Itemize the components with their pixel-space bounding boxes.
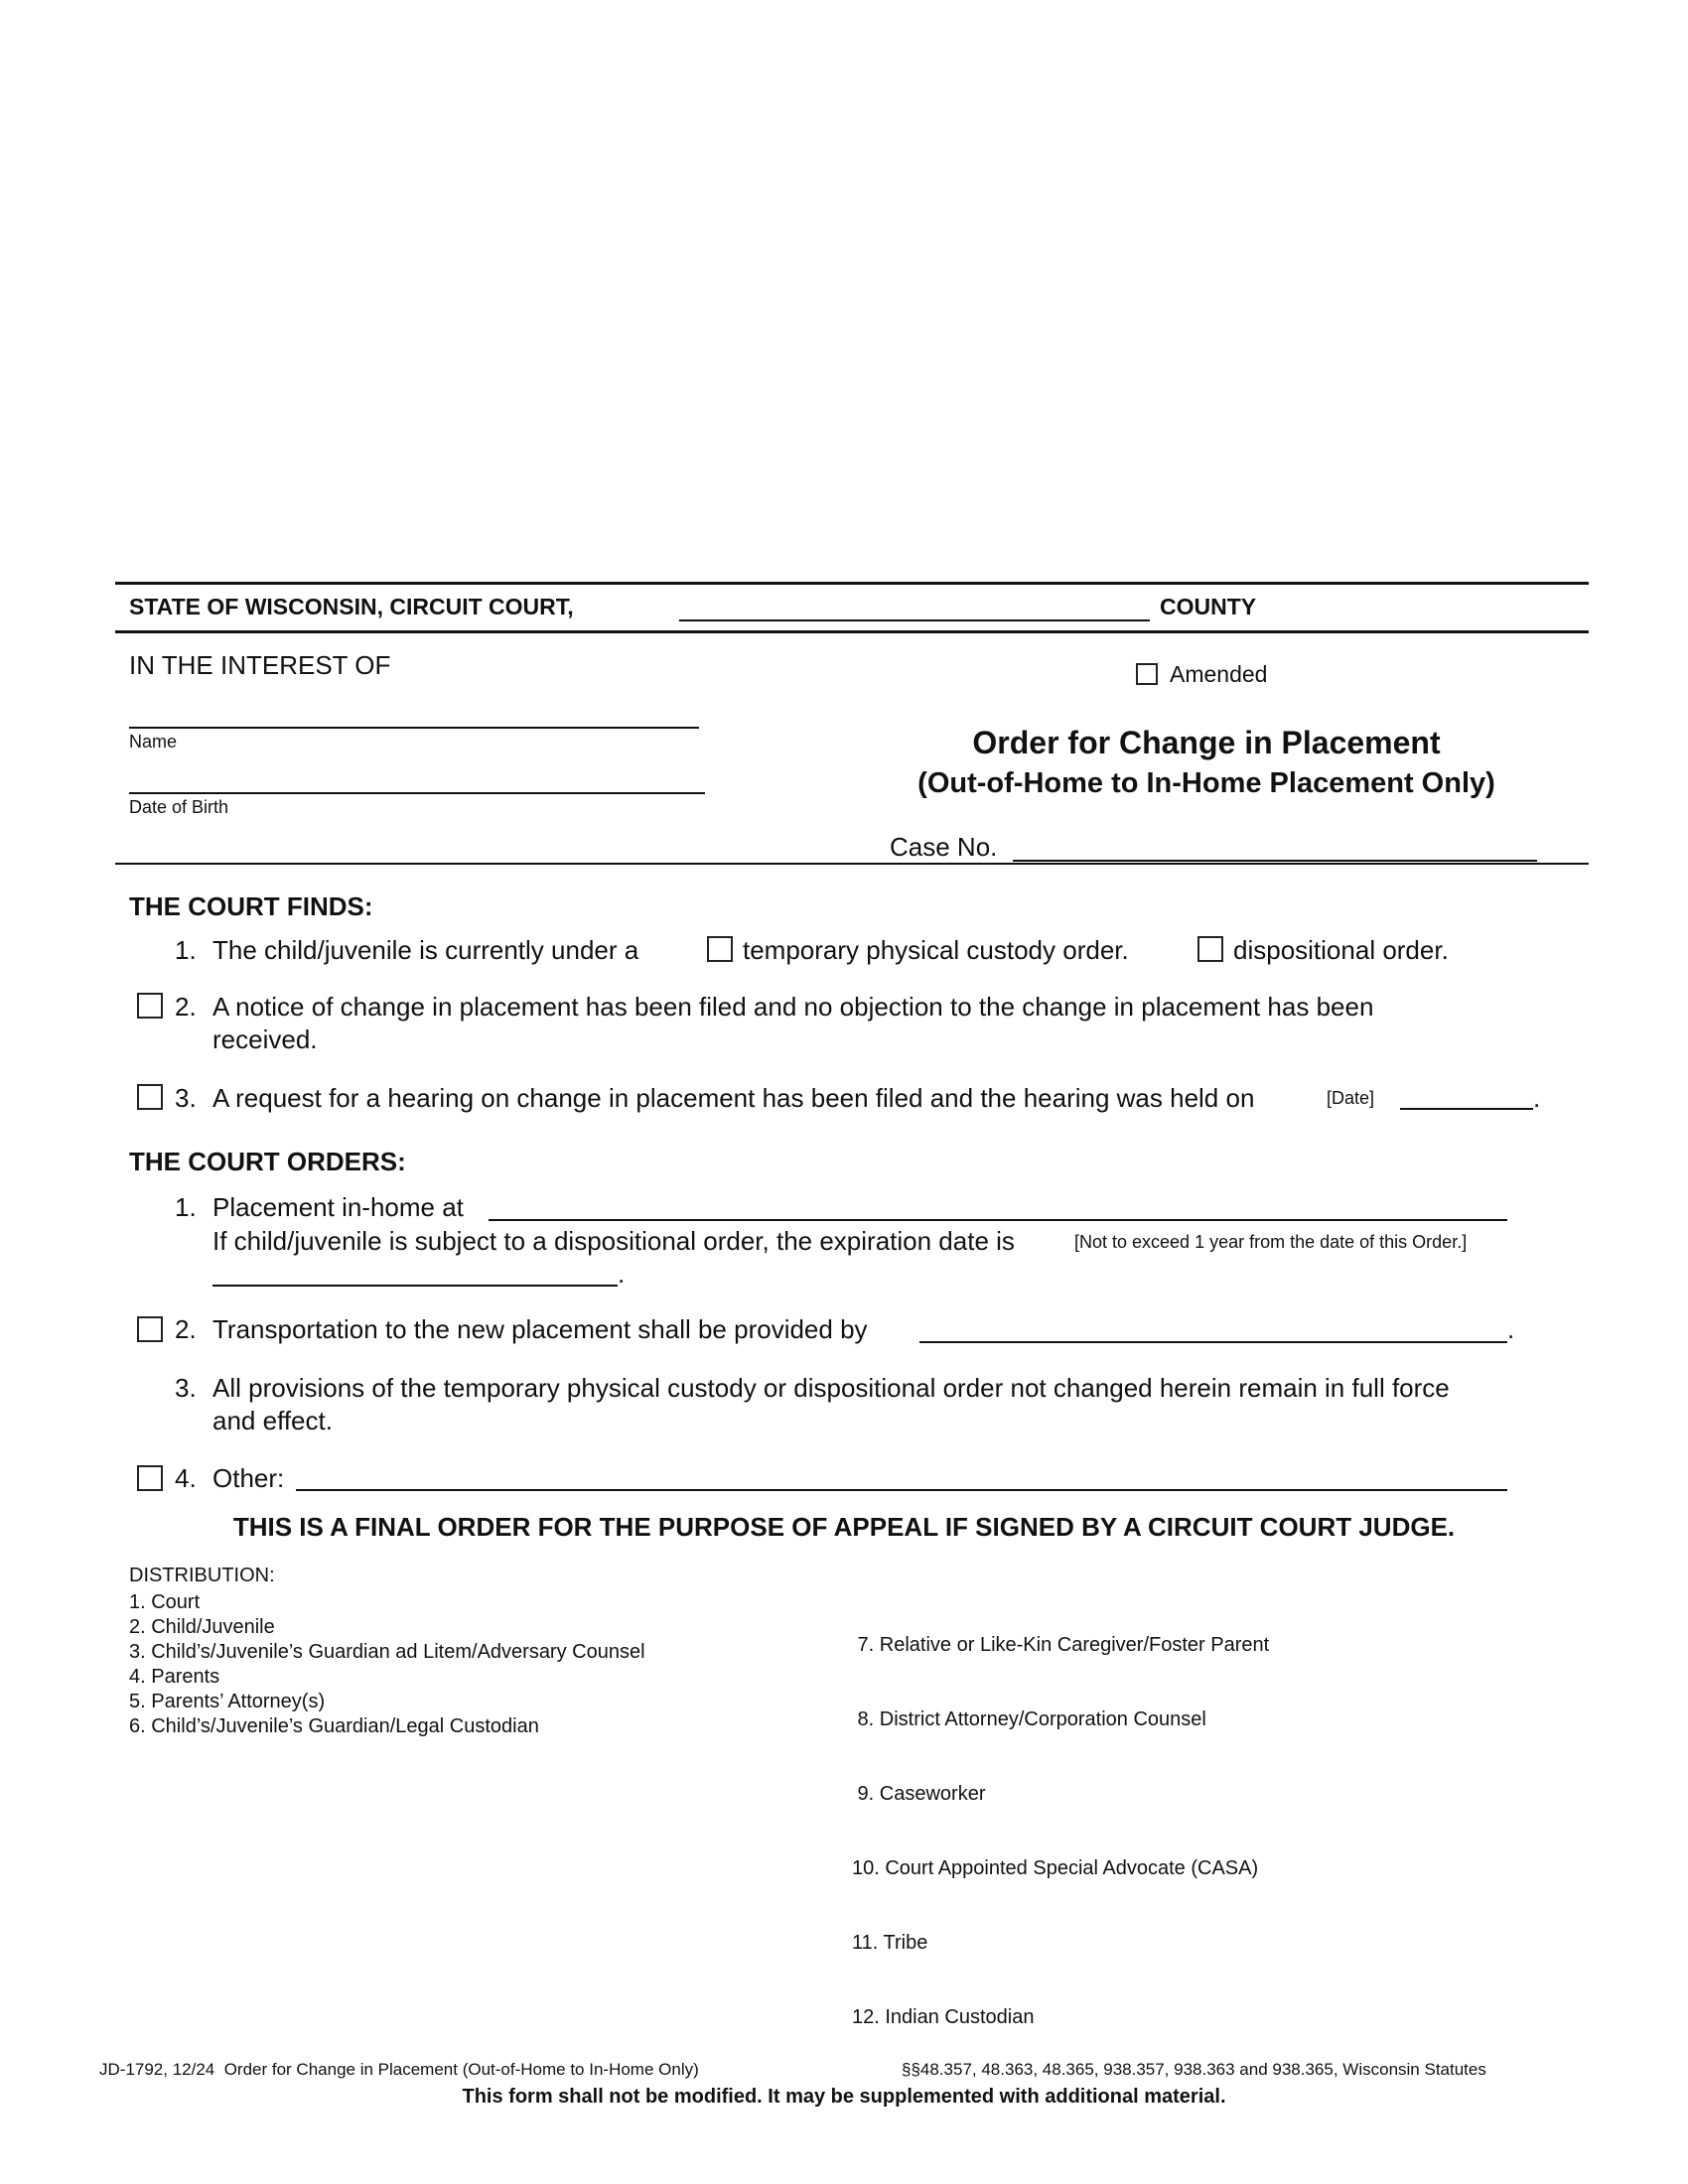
distribution-item: 1. Court — [129, 1591, 201, 1613]
header-rule — [115, 630, 1589, 633]
name-label: Name — [129, 732, 178, 751]
findings-item3-text: A request for a hearing on change in placement has been filed and the hearing was held on — [212, 1083, 1255, 1113]
orders-item4-text: Other: — [212, 1463, 285, 1493]
orders-item3-number: 3. — [175, 1373, 197, 1403]
footer-statutes: §§48.357, 48.363, 48.365, 938.357, 938.363 and 938.365, Wisconsin Statutes — [902, 2060, 1486, 2079]
distribution-item: 5. Parents’ Attorney(s) — [129, 1691, 326, 1712]
distribution-item: 9. Caseworker — [852, 1783, 986, 1805]
expiration-date-field[interactable] — [212, 1285, 618, 1287]
distribution-heading: DISTRIBUTION: — [129, 1565, 275, 1586]
distribution-item: 8. District Attorney/Corporation Counsel — [852, 1708, 1206, 1730]
distribution-item: 2. Child/Juvenile — [129, 1616, 275, 1638]
county-field[interactable] — [679, 619, 1150, 621]
distribution-item: 11. Tribe — [852, 1932, 928, 1954]
orders-heading: THE COURT ORDERS: — [129, 1147, 406, 1176]
tpc-order-checkbox[interactable] — [707, 936, 733, 962]
top-rule — [115, 582, 1589, 585]
findings-item2-line2: received. — [212, 1024, 318, 1054]
hearing-date-hint: [Date] — [1327, 1088, 1375, 1108]
dispositional-order-label: dispositional order. — [1233, 935, 1449, 965]
in-interest-label: IN THE INTEREST OF — [129, 650, 391, 680]
findings-item2-line1: A notice of change in placement has been filed and no objection to the change in placement has been — [212, 992, 1374, 1022]
orders-item1-line2: If child/juvenile is subject to a dispositional order, the expiration date is — [212, 1226, 1015, 1256]
findings-item3-end: . — [1533, 1083, 1541, 1113]
distribution-item: 4. Parents — [129, 1666, 220, 1688]
form-subtitle: (Out-of-Home to In-Home Placement Only) — [917, 767, 1495, 799]
footer-notice: This form shall not be modified. It may be supplemented with additional material. — [462, 2086, 1226, 2108]
orders-item1-number: 1. — [175, 1192, 197, 1222]
findings-item1-number: 1. — [175, 935, 197, 965]
hearing-date-field[interactable] — [1400, 1108, 1533, 1110]
orders-item2-text: Transportation to the new placement shall be provided by — [212, 1314, 868, 1344]
final-order-notice: THIS IS A FINAL ORDER FOR THE PURPOSE OF APPEAL IF SIGNED BY A CIRCUIT COURT JUDGE. — [232, 1512, 1456, 1542]
county-label: COUNTY — [1160, 594, 1257, 619]
orders-item1-end: . — [618, 1259, 626, 1289]
amended-label: Amended — [1170, 661, 1268, 687]
distribution-item: 10. Court Appointed Special Advocate (CASA) — [852, 1857, 1259, 1879]
placement-address-field[interactable] — [489, 1219, 1507, 1221]
distribution-item: 12. Indian Custodian — [852, 2006, 1035, 2028]
findings-item2-number: 2. — [175, 992, 197, 1022]
distribution-left-list — [129, 1590, 645, 1739]
orders-item3-line2: and effect. — [212, 1406, 333, 1435]
findings-item3-checkbox[interactable] — [137, 1084, 163, 1110]
orders-item2-end: . — [1507, 1314, 1515, 1344]
footer-form-id: JD-1792, 12/24 Order for Change in Placement (Out-of-Home to In-Home Only) — [99, 2060, 699, 2079]
form-title: Order for Change in Placement — [972, 725, 1441, 760]
findings-item1-text: The child/juvenile is currently under a — [212, 935, 639, 965]
orders-item2-checkbox[interactable] — [137, 1316, 163, 1342]
case-no-field[interactable] — [1013, 860, 1537, 862]
orders-item1-text: Placement in-home at — [212, 1192, 464, 1222]
tpc-order-label: temporary physical custody order. — [743, 935, 1129, 965]
distribution-item: 6. Child’s/Juvenile’s Guardian/Legal Custodian — [129, 1715, 539, 1737]
dispositional-order-checkbox[interactable] — [1197, 936, 1223, 962]
transportation-provider-field[interactable] — [919, 1341, 1507, 1343]
distribution-right-list — [852, 1583, 1269, 2055]
amended-checkbox[interactable] — [1136, 663, 1158, 685]
other-order-field[interactable] — [296, 1489, 1507, 1491]
orders-item2-number: 2. — [175, 1314, 197, 1344]
orders-item3-line1: All provisions of the temporary physical custody or dispositional order not changed herein remain in full force — [212, 1373, 1450, 1403]
dob-label: Date of Birth — [129, 797, 229, 817]
distribution-item: 3. Child’s/Juvenile’s Guardian ad Litem/Adversary Counsel — [129, 1641, 645, 1663]
court-line: STATE OF WISCONSIN, CIRCUIT COURT, — [129, 594, 574, 619]
findings-item3-number: 3. — [175, 1083, 197, 1113]
findings-heading: THE COURT FINDS: — [129, 891, 373, 921]
party-rule — [115, 863, 1589, 865]
expiration-hint: [Not to exceed 1 year from the date of this Order.] — [1074, 1232, 1468, 1252]
distribution-item: 7. Relative or Like-Kin Caregiver/Foster Parent — [852, 1634, 1270, 1656]
findings-item2-checkbox[interactable] — [137, 993, 163, 1019]
orders-item4-checkbox[interactable] — [137, 1465, 163, 1491]
case-no-label: Case No. — [890, 832, 998, 862]
orders-item4-number: 4. — [175, 1463, 197, 1493]
